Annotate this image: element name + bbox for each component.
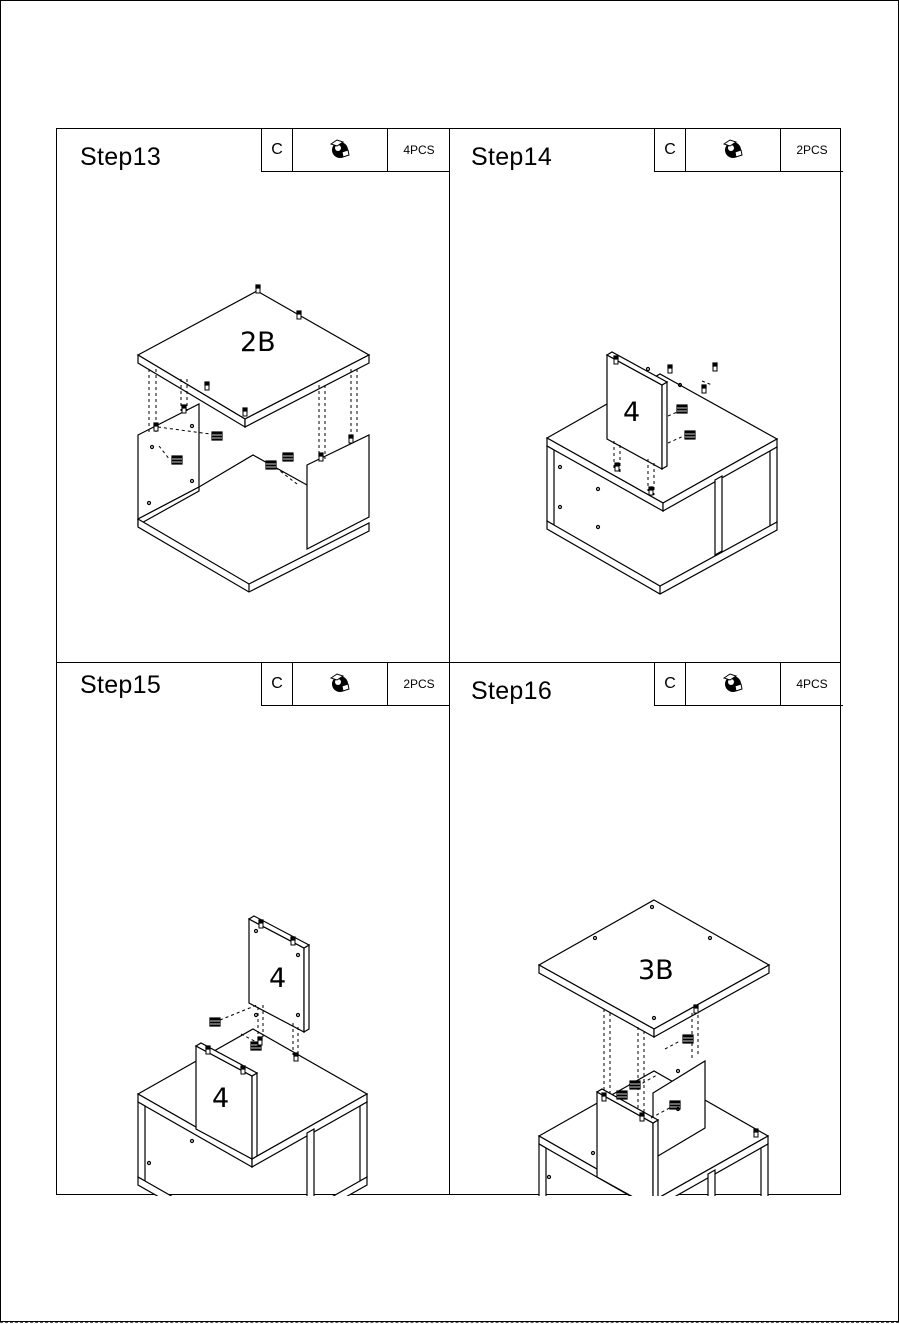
step-15-drawing bbox=[57, 663, 449, 1196]
hardware-letter: C bbox=[262, 129, 293, 171]
step-13-drawing bbox=[57, 129, 449, 662]
hardware-quantity: 2PCS bbox=[403, 677, 435, 691]
hardware-letter: C bbox=[655, 129, 686, 171]
step-13-panel bbox=[57, 129, 449, 662]
hardware-quantity: 4PCS bbox=[796, 677, 828, 691]
step-15-panel bbox=[57, 663, 449, 1196]
step-title: Step14 bbox=[471, 143, 553, 171]
part-label: 4 bbox=[269, 963, 287, 994]
page-bottom-rule bbox=[0, 1322, 899, 1323]
hardware-letter: C bbox=[655, 663, 686, 705]
step-title: Step16 bbox=[471, 677, 553, 705]
hardware-quantity: 4PCS bbox=[403, 143, 435, 157]
steps-grid bbox=[56, 128, 841, 1195]
part-label: 3B bbox=[638, 955, 674, 986]
step-14-panel bbox=[450, 129, 842, 662]
hardware-quantity: 2PCS bbox=[796, 143, 828, 157]
part-label: 2B bbox=[240, 327, 276, 358]
hardware-letter: C bbox=[262, 663, 293, 705]
step-title: Step15 bbox=[80, 671, 162, 699]
step-14-drawing bbox=[450, 129, 842, 662]
step-16-panel bbox=[450, 663, 842, 1196]
part-label: 4 bbox=[623, 397, 641, 428]
step-16-drawing bbox=[450, 663, 842, 1196]
step-title: Step13 bbox=[80, 143, 162, 171]
part-label: 4 bbox=[212, 1083, 230, 1114]
